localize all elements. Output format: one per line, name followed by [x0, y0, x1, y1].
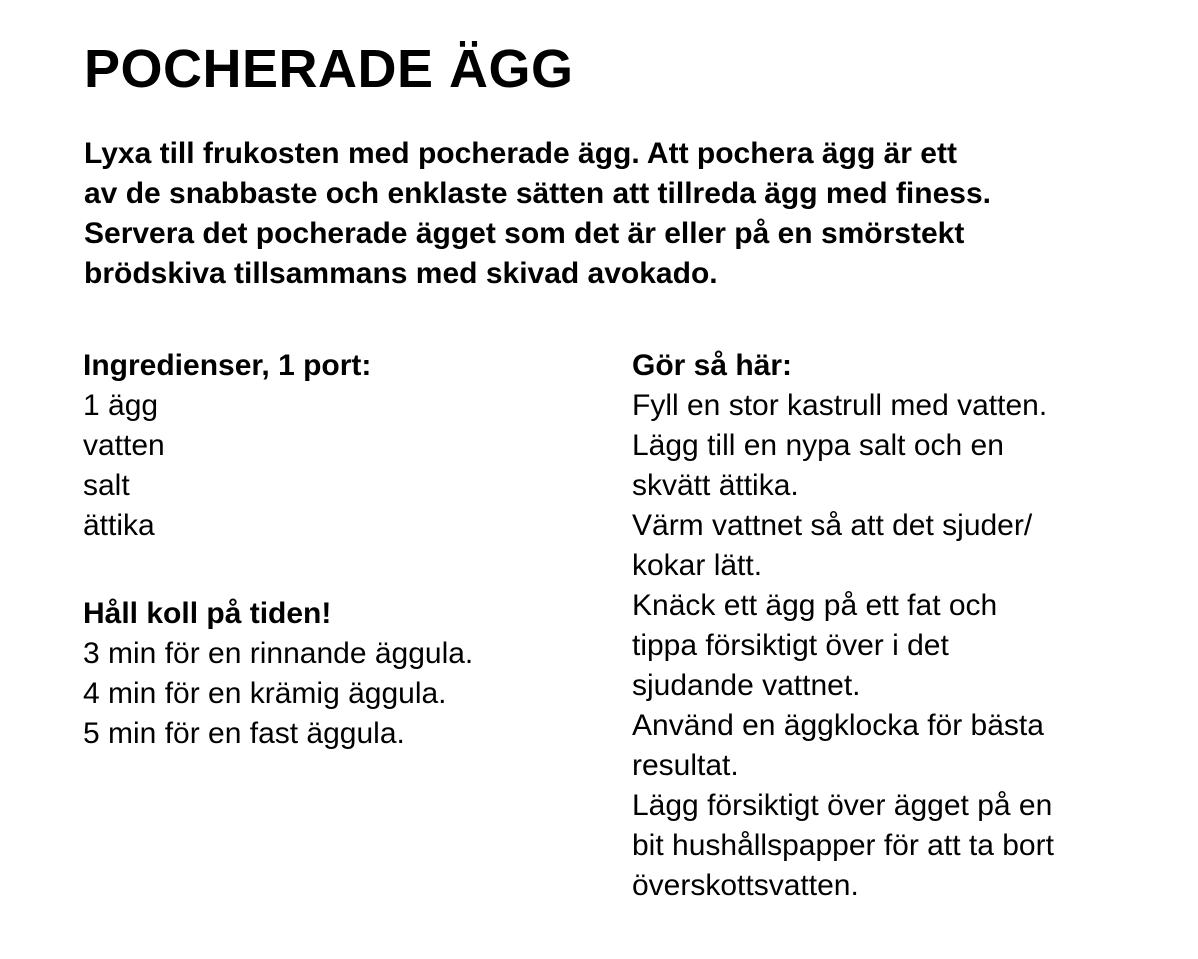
ingredients-list — [83, 386, 603, 546]
instruction-line: tippa försiktigt över i det — [632, 629, 949, 662]
intro-line: av de snabbaste och enklaste sätten att tillreda ägg med finess. — [84, 177, 991, 210]
ingredient-item: ättika — [83, 509, 155, 542]
instruction-line: Knäck ett ägg på ett fat och — [632, 589, 998, 622]
left-column — [83, 346, 603, 754]
section-spacer — [83, 546, 603, 594]
recipe-title: POCHERADE ÄGG — [84, 39, 574, 99]
intro-line: Lyxa till frukosten med pocherade ägg. Att pochera ägg är ett — [84, 137, 957, 170]
instructions-section — [632, 346, 1192, 906]
instruction-line: bit hushållspapper för att ta bort — [632, 829, 1054, 862]
instruction-line: kokar lätt. — [632, 549, 763, 582]
timing-item: 5 min för en fast äggula. — [83, 717, 405, 750]
ingredient-item: vatten — [83, 429, 165, 462]
instruction-line: överskottsvatten. — [632, 869, 859, 902]
ingredients-section — [83, 346, 603, 546]
instruction-line: Lägg försiktigt över ägget på en — [632, 789, 1053, 822]
instruction-line: Använd en äggklocka för bästa — [632, 709, 1044, 742]
timing-section — [83, 594, 603, 754]
instruction-line: Lägg till en nypa salt och en — [632, 429, 1004, 462]
ingredient-item: 1 ägg — [83, 389, 159, 422]
intro-line: brödskiva tillsammans med skivad avokado. — [84, 257, 718, 290]
timing-item: 3 min för en rinnande äggula. — [83, 637, 474, 670]
right-column — [632, 346, 1192, 906]
timing-item: 4 min för en krämig äggula. — [83, 677, 447, 710]
instruction-line: Värm vattnet så att det sjuder/ — [632, 509, 1033, 542]
instruction-line: sjudande vattnet. — [632, 669, 861, 702]
instruction-line: resultat. — [632, 749, 739, 782]
timing-list — [83, 634, 603, 754]
instruction-line: Fyll en stor kastrull med vatten. — [632, 389, 1048, 422]
intro-line: Servera det pocherade ägget som det är eller på en smörstekt — [84, 217, 965, 250]
instructions-heading: Gör så här: — [632, 349, 793, 382]
instruction-line: skvätt ättika. — [632, 469, 799, 502]
ingredients-heading: Ingredienser, 1 port: — [83, 349, 372, 382]
timing-heading: Håll koll på tiden! — [83, 597, 332, 630]
recipe-intro — [84, 134, 1184, 294]
ingredient-item: salt — [83, 469, 130, 502]
